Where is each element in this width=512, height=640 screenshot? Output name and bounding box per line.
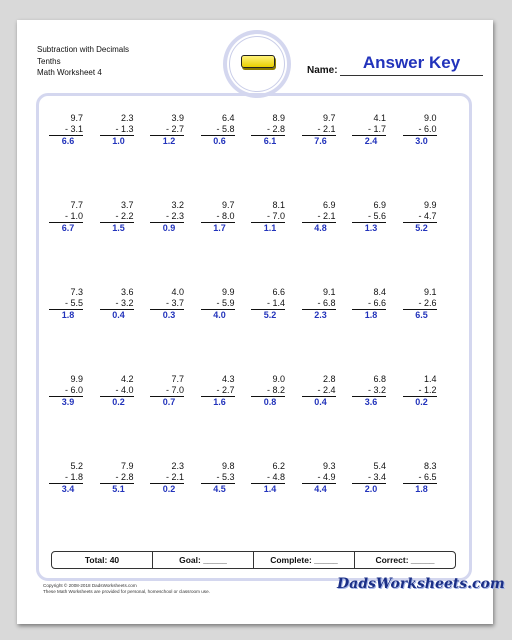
problem-r2-c4 [201, 200, 235, 234]
answer: 6.5 [415, 310, 428, 320]
subtrahend: - 2.1 [150, 472, 184, 484]
subtrahend: - 2.2 [100, 211, 134, 223]
copyright [43, 583, 210, 595]
problem-r3-c4 [201, 287, 235, 321]
problem-r1-c6 [302, 113, 336, 147]
answer: 4.8 [314, 223, 327, 233]
answer: 3.9 [61, 397, 75, 407]
name-label: Name: [307, 65, 338, 76]
answer: 6.7 [61, 223, 75, 233]
subtrahend: - 1.0 [49, 211, 83, 223]
minuend: 7.3 [70, 287, 83, 297]
answer: 5.1 [112, 484, 125, 494]
answer: 0.4 [112, 310, 125, 320]
answer: 0.2 [162, 484, 176, 494]
problem-r3-c3 [150, 287, 184, 321]
answer: 0.2 [112, 397, 125, 407]
minuend: 9.1 [322, 287, 336, 297]
problem-r4-c6 [302, 374, 336, 408]
answer: 0.4 [314, 397, 327, 407]
subtrahend: - 6.6 [352, 298, 386, 310]
subtrahend: - 2.4 [302, 385, 336, 397]
minuend: 3.6 [120, 287, 134, 297]
problem-r4-c2 [100, 374, 134, 408]
minuend: 9.1 [423, 287, 437, 297]
answer: 1.8 [61, 310, 75, 320]
problem-r4-c8 [403, 374, 437, 408]
problem-r1-c5 [251, 113, 285, 147]
answer: 4.4 [314, 484, 327, 494]
problem-r1-c4 [201, 113, 235, 147]
answer: 4.0 [213, 310, 226, 320]
subtrahend: - 1.8 [49, 472, 83, 484]
answer: 1.7 [213, 223, 226, 233]
minuend: 7.7 [171, 374, 184, 384]
subtrahend: - 4.7 [403, 211, 437, 223]
subtrahend: - 1.4 [251, 298, 285, 310]
problem-r2-c5 [251, 200, 285, 234]
subtrahend: - 3.4 [352, 472, 386, 484]
subtrahend: - 5.5 [49, 298, 83, 310]
answer: 1.6 [213, 397, 226, 407]
minuend: 6.2 [272, 461, 285, 471]
subtrahend: - 6.5 [403, 472, 437, 484]
problem-r2-c7 [352, 200, 386, 234]
minuend: 9.7 [70, 113, 83, 123]
worksheet-subtitle: Tenths [37, 56, 61, 66]
minuend: 8.9 [272, 113, 285, 123]
minuend: 8.4 [373, 287, 386, 297]
minuend: 1.4 [423, 374, 437, 384]
problem-r4-c4 [201, 374, 235, 408]
problem-r4-c1 [49, 374, 83, 408]
subtrahend: - 7.0 [251, 211, 285, 223]
total-cell: Total: 40 [52, 552, 153, 568]
answer: 3.6 [364, 397, 378, 407]
minuend: 9.7 [221, 200, 235, 210]
answer: 6.1 [263, 136, 277, 146]
subtrahend: - 7.0 [150, 385, 184, 397]
answer: 5.2 [415, 223, 428, 233]
subtrahend: - 2.7 [201, 385, 235, 397]
subtrahend: - 6.0 [403, 124, 437, 136]
subtrahend: - 6.0 [49, 385, 83, 397]
problem-r3-c5 [251, 287, 285, 321]
subtrahend: - 8.0 [201, 211, 235, 223]
answer: 2.0 [364, 484, 378, 494]
minuend: 5.4 [373, 461, 386, 471]
problem-r3-c6 [302, 287, 336, 321]
problem-r3-c7 [352, 287, 386, 321]
minuend: 3.9 [171, 113, 184, 123]
minuend: 9.0 [423, 113, 437, 123]
answer: 0.3 [162, 310, 176, 320]
subtrahend: - 8.2 [251, 385, 285, 397]
problem-r5-c5 [251, 461, 285, 495]
subtrahend: - 4.8 [251, 472, 285, 484]
minuend: 6.8 [373, 374, 386, 384]
problem-r1-c2 [100, 113, 134, 147]
minuend: 9.9 [70, 374, 83, 384]
subtrahend: - 2.8 [100, 472, 134, 484]
problem-r5-c6 [302, 461, 336, 495]
problem-r1-c8 [403, 113, 437, 147]
answer: 1.4 [263, 484, 277, 494]
answer: 0.7 [162, 397, 176, 407]
minuend: 7.7 [70, 200, 83, 210]
answer: 3.4 [61, 484, 75, 494]
problem-r4-c3 [150, 374, 184, 408]
subtrahend: - 5.8 [201, 124, 235, 136]
minuend: 9.7 [322, 113, 336, 123]
minuend: 2.8 [322, 374, 336, 384]
problem-r1-c1 [49, 113, 83, 147]
problem-r3-c2 [100, 287, 134, 321]
subtrahend: - 1.7 [352, 124, 386, 136]
problem-r5-c4 [201, 461, 235, 495]
complete-cell: Complete: _____ [254, 552, 355, 568]
worksheet-number: Math Worksheet 4 [37, 68, 102, 77]
worksheet-page [17, 20, 505, 624]
answer: 4.5 [213, 484, 226, 494]
minuend: 8.3 [423, 461, 437, 471]
answer: 1.0 [112, 136, 125, 146]
problem-grid [17, 20, 493, 580]
subtrahend: - 2.3 [150, 211, 184, 223]
problem-r5-c7 [352, 461, 386, 495]
brand-logo: DadsWorksheets.com [337, 576, 505, 592]
answer: 1.5 [112, 223, 125, 233]
subtrahend: - 6.8 [302, 298, 336, 310]
minuend: 9.8 [221, 461, 235, 471]
worksheet-title: Subtraction with Decimals [37, 45, 130, 54]
subtrahend: - 3.1 [49, 124, 83, 136]
answer: 0.8 [263, 397, 277, 407]
copyright-line-1: Copyright © 2008-2018 DadsWorksheets.com [43, 583, 137, 588]
problem-r2-c3 [150, 200, 184, 234]
subtrahend: - 5.3 [201, 472, 235, 484]
problem-r4-c7 [352, 374, 386, 408]
minuend: 3.7 [120, 200, 134, 210]
score-box [51, 551, 456, 569]
minuend: 8.1 [272, 200, 285, 210]
minuend: 6.9 [373, 200, 386, 210]
problem-r1-c7 [352, 113, 386, 147]
correct-cell: Correct: _____ [375, 555, 435, 565]
subtrahend: - 3.2 [352, 385, 386, 397]
answer: 5.2 [263, 310, 277, 320]
answer-key-title: Answer Key [362, 53, 461, 72]
answer: 7.6 [314, 136, 327, 146]
subtrahend: - 3.7 [150, 298, 184, 310]
subtrahend: - 5.6 [352, 211, 386, 223]
problem-r5-c2 [100, 461, 134, 495]
subtrahend: - 4.0 [100, 385, 134, 397]
problem-r1-c3 [150, 113, 184, 147]
subtrahend: - 2.8 [251, 124, 285, 136]
minuend: 2.3 [120, 113, 134, 123]
minuend: 2.3 [171, 461, 184, 471]
problem-r4-c5 [251, 374, 285, 408]
subtrahend: - 2.1 [302, 124, 336, 136]
subtrahend: - 4.9 [302, 472, 336, 484]
minuend: 4.3 [221, 374, 235, 384]
goal-cell: Goal: _____ [153, 552, 254, 568]
minuend: 4.0 [171, 287, 184, 297]
answer: 1.8 [415, 484, 428, 494]
minuend: 9.3 [322, 461, 336, 471]
problem-r2-c8 [403, 200, 437, 234]
answer: 1.8 [364, 310, 378, 320]
subtrahend: - 2.1 [302, 211, 336, 223]
answer: 0.2 [415, 397, 428, 407]
answer: 1.2 [162, 136, 176, 146]
subtrahend: - 1.2 [403, 385, 437, 397]
answer: 6.6 [61, 136, 75, 146]
minuend: 9.9 [423, 200, 437, 210]
subtrahend: - 1.3 [100, 124, 134, 136]
minuend: 3.2 [171, 200, 184, 210]
minuend: 9.9 [221, 287, 235, 297]
problem-r2-c2 [100, 200, 134, 234]
answer: 2.3 [314, 310, 327, 320]
answer: 1.1 [263, 223, 277, 233]
problem-r2-c1 [49, 200, 83, 234]
minuend: 9.0 [272, 374, 285, 384]
problem-r3-c1 [49, 287, 83, 321]
subtrahend: - 3.2 [100, 298, 134, 310]
minuend: 4.2 [120, 374, 134, 384]
answer: 3.0 [415, 136, 428, 146]
subtrahend: - 2.6 [403, 298, 437, 310]
answer: 2.4 [364, 136, 378, 146]
problem-r3-c8 [403, 287, 437, 321]
problem-r5-c8 [403, 461, 437, 495]
answer: 0.6 [213, 136, 226, 146]
minuend: 5.2 [70, 461, 83, 471]
subtrahend: - 5.9 [201, 298, 235, 310]
subtrahend: - 2.7 [150, 124, 184, 136]
minuend: 6.9 [322, 200, 336, 210]
minuend: 6.6 [272, 287, 285, 297]
answer: 1.3 [364, 223, 378, 233]
problem-r5-c1 [49, 461, 83, 495]
minuend: 4.1 [373, 113, 386, 123]
minuend: 7.9 [120, 461, 134, 471]
answer: 0.9 [162, 223, 176, 233]
problem-r5-c3 [150, 461, 184, 495]
problem-r2-c6 [302, 200, 336, 234]
copyright-line-2: These Math Worksheets are provided for personal, homeschool or classroom use. [43, 589, 210, 594]
minuend: 6.4 [221, 113, 235, 123]
